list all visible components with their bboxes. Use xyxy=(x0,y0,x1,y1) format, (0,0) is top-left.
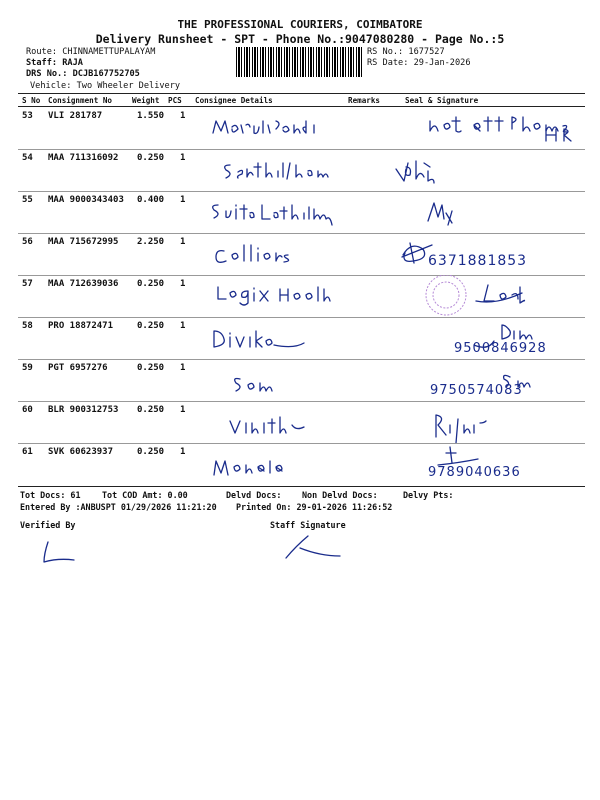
drs-value: DCJB167752705 xyxy=(72,69,140,79)
row-weight: 0.250 xyxy=(137,405,165,415)
row-sno: 60 xyxy=(22,405,33,415)
row-weight: 1.550 xyxy=(137,111,165,121)
table-row xyxy=(18,233,585,276)
row-pcs: 1 xyxy=(180,237,186,247)
row-pcs: 1 xyxy=(180,447,186,457)
barcode xyxy=(236,47,362,77)
row-weight: 2.250 xyxy=(137,237,165,247)
row-weight: 0.400 xyxy=(137,195,165,205)
rs-date-label: RS Date: xyxy=(367,58,409,68)
row-consignment: BLR 900312753 xyxy=(48,405,119,415)
company-title: THE PROFESSIONAL COURIERS, COIMBATORE xyxy=(177,18,423,31)
row-consignment: MAA 9000343403 xyxy=(48,195,124,205)
row-pcs: 1 xyxy=(180,195,186,205)
seal-phone: 9500846928 xyxy=(454,341,547,356)
row-sno: 53 xyxy=(22,111,33,121)
seal-phone: 9789040636 xyxy=(428,465,521,480)
header-rule-top xyxy=(18,93,585,94)
rs-date-line xyxy=(367,58,471,68)
runsheet-subtitle: Delivery Runsheet - SPT - Phone No.:9047080280 - Page No.:5 xyxy=(95,32,505,46)
col-consignee: Consignee Details xyxy=(195,96,273,105)
delvd-docs: Delvd Docs: xyxy=(226,490,282,500)
staff-label: Staff: xyxy=(26,58,58,68)
table-row xyxy=(18,107,585,150)
handwriting-consignee xyxy=(18,107,585,149)
col-pcs: PCS xyxy=(168,96,182,105)
signature-marks xyxy=(0,530,600,570)
entered-by: Entered By :ANBUSPT 01/29/2026 11:21:20 xyxy=(20,502,217,512)
seal-phone: 9750574083 xyxy=(430,383,523,398)
row-sno: 55 xyxy=(22,195,33,205)
delvy-pts: Delvy Pts: xyxy=(403,490,454,500)
row-consignment: MAA 715672995 xyxy=(48,237,119,247)
printed-on: Printed On: 29-01-2026 11:26:52 xyxy=(236,502,393,512)
row-sno: 61 xyxy=(22,447,33,457)
rs-no-line xyxy=(367,47,445,57)
table-row xyxy=(18,443,585,485)
table-row xyxy=(18,359,585,402)
tot-docs: Tot Docs: 61 xyxy=(20,490,81,500)
route-value: CHINNAMETTUPALAYAM xyxy=(62,47,156,57)
route-line xyxy=(26,47,155,57)
row-weight: 0.250 xyxy=(137,447,165,457)
rs-date-value: 29-Jan-2026 xyxy=(413,58,471,68)
verified-by: Verified By xyxy=(20,520,76,530)
tot-cod-amt: Tot COD Amt: 0.00 xyxy=(102,490,188,500)
row-sno: 57 xyxy=(22,279,33,289)
row-pcs: 1 xyxy=(180,363,186,373)
col-sno: S No xyxy=(22,96,41,105)
row-consignment: SVK 60623937 xyxy=(48,447,114,457)
drs-label: DRS No.: xyxy=(26,69,68,79)
row-weight: 0.250 xyxy=(137,321,165,331)
footer-rule xyxy=(18,486,585,487)
row-sno: 59 xyxy=(22,363,33,373)
drs-line xyxy=(26,69,140,79)
row-consignment: MAA 712639036 xyxy=(48,279,119,289)
row-consignment: PGT 6957276 xyxy=(48,363,108,373)
row-weight: 0.250 xyxy=(137,279,165,289)
staff-line xyxy=(26,58,83,68)
row-pcs: 1 xyxy=(180,405,186,415)
rs-no-label: RS No.: xyxy=(367,47,404,57)
row-pcs: 1 xyxy=(180,111,186,121)
verified-signature xyxy=(44,542,74,562)
table-row xyxy=(18,191,585,234)
row-pcs: 1 xyxy=(180,321,186,331)
col-remarks: Remarks xyxy=(348,96,381,105)
table-row xyxy=(18,401,585,444)
row-sno: 56 xyxy=(22,237,33,247)
route-label: Route: xyxy=(26,47,58,57)
table-row xyxy=(18,317,585,360)
row-pcs: 1 xyxy=(180,279,186,289)
row-weight: 0.250 xyxy=(137,153,165,163)
row-sno: 58 xyxy=(22,321,33,331)
row-pcs: 1 xyxy=(180,153,186,163)
rs-no-value: 1677527 xyxy=(408,47,445,57)
vehicle-value: Two Wheeler Delivery xyxy=(76,81,181,91)
col-weight: Weight xyxy=(132,96,160,105)
row-weight: 0.250 xyxy=(137,363,165,373)
table-row xyxy=(18,275,585,318)
row-consignment: VLI 281787 xyxy=(48,111,103,121)
row-consignment: PRO 18872471 xyxy=(48,321,114,331)
staff-signature-mark xyxy=(286,536,340,558)
seal-phone: 6371881853 xyxy=(428,253,528,269)
handwriting-seal xyxy=(18,107,585,149)
staff-signature: Staff Signature xyxy=(270,520,346,530)
row-consignment: MAA 711316092 xyxy=(48,153,119,163)
col-seal: Seal & Signature xyxy=(405,96,479,105)
non-delvd-docs: Non Delvd Docs: xyxy=(302,490,378,500)
table-row xyxy=(18,149,585,192)
col-consignment: Consignment No xyxy=(48,96,113,105)
vehicle-label: Vehicle: xyxy=(30,81,72,91)
row-sno: 54 xyxy=(22,153,33,163)
vehicle-line xyxy=(30,81,180,91)
staff-value: RAJA xyxy=(62,58,83,68)
